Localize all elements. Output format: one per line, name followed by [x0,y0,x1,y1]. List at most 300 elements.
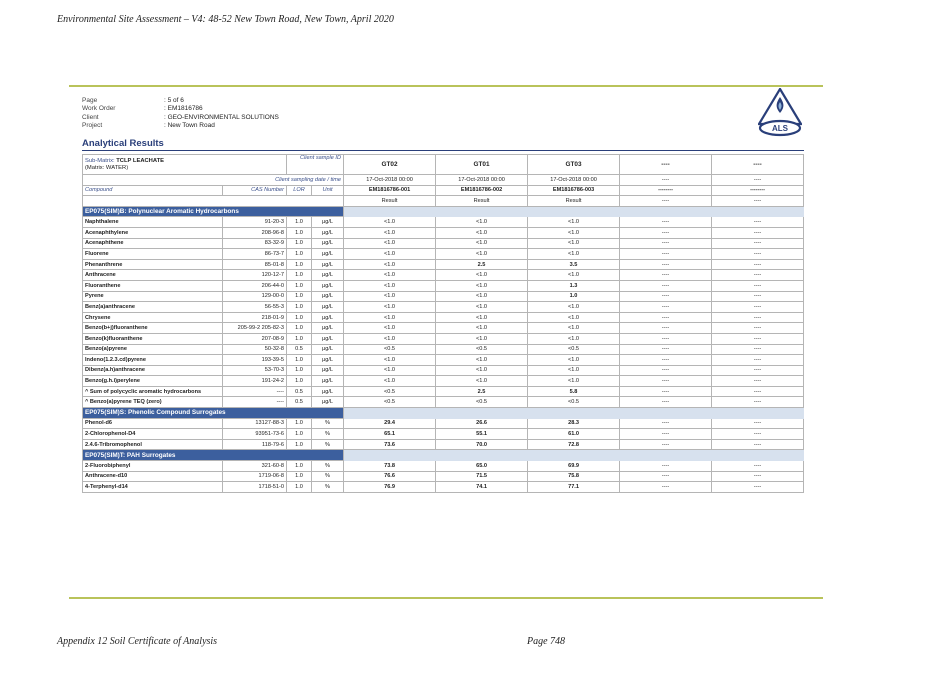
section-fill [344,206,804,217]
cas-number: 1719-06-8 [223,471,287,482]
table-row [83,397,804,408]
title-underline [82,150,804,151]
compound-name: Phenanthrene [83,259,223,270]
result-value: <1.0 [436,280,528,291]
result-label: Result [344,196,436,207]
cas-number: 85-01-8 [223,259,287,270]
result-value: <1.0 [528,355,620,366]
result-value: 29.4 [344,418,436,429]
result-value: 5.8 [528,386,620,397]
result-value: <1.0 [344,376,436,387]
result-value: 1.3 [528,280,620,291]
lor-value: 1.0 [287,429,312,440]
result-value: <1.0 [528,227,620,238]
result-value: <0.5 [344,344,436,355]
footer-rule [69,597,823,599]
sampling-date: 17-Oct-2018 00:00 [528,175,620,186]
meta-row-client [82,114,279,122]
cas-number: 56-55-3 [223,302,287,313]
result-value: <1.0 [436,323,528,334]
cas-number: 50-32-8 [223,344,287,355]
lor-value: 1.0 [287,418,312,429]
sample-id: GT03 [528,155,620,175]
unit-value: µg/L [312,291,344,302]
unit-value: µg/L [312,249,344,260]
result-value: ---- [712,217,804,228]
meta-label: Page [82,97,98,104]
result-value: <1.0 [344,291,436,302]
result-value: ---- [620,365,712,376]
col-cas: CAS Number [223,185,287,196]
result-value: <1.0 [436,227,528,238]
result-value: <1.0 [528,312,620,323]
section-fill [344,450,804,461]
column-header-row [83,185,804,196]
cas-number: 208-96-8 [223,227,287,238]
result-value: ---- [712,365,804,376]
meta-value: : New Town Road [164,122,215,130]
result-value: <1.0 [528,249,620,260]
unit-value: µg/L [312,344,344,355]
compound-name: 2-Fluorobiphenyl [83,461,223,472]
cas-number: 118-79-6 [223,439,287,450]
table-row [83,333,804,344]
client-sample-id-label: Client sample ID [287,155,344,175]
cas-number: ---- [223,397,287,408]
result-value: <1.0 [528,270,620,281]
table-row [83,376,804,387]
table-row [83,280,804,291]
result-value: <0.5 [436,397,528,408]
lor-value: 1.0 [287,365,312,376]
result-value: 73.8 [344,461,436,472]
result-value: 65.0 [436,461,528,472]
unit-value: % [312,471,344,482]
result-value: 70.0 [436,439,528,450]
compound-name: Fluoranthene [83,280,223,291]
cas-number: 191-24-2 [223,376,287,387]
result-label: Result [436,196,528,207]
result-value: ---- [620,238,712,249]
lab-id: EM1816786-002 [436,185,528,196]
unit-value: % [312,439,344,450]
result-value: ---- [712,397,804,408]
table-row [83,439,804,450]
result-value: ---- [620,355,712,366]
result-value: <1.0 [528,365,620,376]
result-value: ---- [712,471,804,482]
result-value: ---- [620,482,712,493]
result-value: <1.0 [528,333,620,344]
sampling-date-row [83,175,804,186]
result-value: <1.0 [528,217,620,228]
result-value: ---- [620,312,712,323]
result-value: ---- [712,227,804,238]
header-rule [69,85,823,87]
lor-value: 1.0 [287,291,312,302]
result-value: ---- [712,439,804,450]
result-value: <1.0 [436,249,528,260]
lor-value: 1.0 [287,461,312,472]
table-row [83,227,804,238]
unit-value: µg/L [312,333,344,344]
cas-number: 1718-51-0 [223,482,287,493]
compound-name: Benzo(b+j)fluoranthene [83,323,223,334]
meta-row-page [82,97,279,105]
result-value: <1.0 [344,355,436,366]
result-value: <1.0 [344,227,436,238]
result-value: ---- [620,471,712,482]
compound-name: Benzo(k)fluoranthene [83,333,223,344]
result-value: 1.0 [528,291,620,302]
lor-value: 1.0 [287,323,312,334]
section-header-row [83,206,804,217]
result-value: ---- [712,355,804,366]
cas-number: 91-20-3 [223,217,287,228]
result-value: <1.0 [344,312,436,323]
cas-number: 120-12-7 [223,270,287,281]
result-value: <0.5 [344,386,436,397]
result-value: ---- [712,482,804,493]
result-value: <1.0 [436,238,528,249]
result-value: ---- [620,259,712,270]
submatrix-cell [83,155,287,175]
table-row [83,259,804,270]
unit-value: µg/L [312,312,344,323]
result-value: ---- [712,461,804,472]
meta-label: Project [82,122,103,130]
cas-number: 83-32-9 [223,238,287,249]
document-header: Environmental Site Assessment – V4: 48-52 New Town Road, New Town, April 2020 [57,14,394,25]
compound-name: Benzo(g.h.i)perylene [83,376,223,387]
submatrix-value: TCLP LEACHATE [116,157,165,164]
section-header-row [83,450,804,461]
compound-name: Acenaphthylene [83,227,223,238]
result-value: ---- [620,249,712,260]
unit-value: µg/L [312,365,344,376]
unit-value: % [312,482,344,493]
lor-value: 1.0 [287,238,312,249]
result-value: ---- [712,333,804,344]
meta-row-project [82,122,279,130]
table-row [83,429,804,440]
result-value: <1.0 [528,376,620,387]
table-row [83,344,804,355]
page-title: Analytical Results [82,138,164,149]
result-value: 71.5 [436,471,528,482]
col-compound: Compound [83,185,223,196]
meta-value: : GEO-ENVIRONMENTAL SOLUTIONS [164,113,279,121]
result-value: 73.6 [344,439,436,450]
result-value: <0.5 [344,397,436,408]
result-value: ---- [712,344,804,355]
compound-name: Naphthalene [83,217,223,228]
cas-number: 218-01-9 [223,312,287,323]
lor-value: 0.5 [287,397,312,408]
sampling-date: ---- [620,175,712,186]
result-label: Result [528,196,620,207]
lor-value: 1.0 [287,439,312,450]
lab-id: EM1816786-001 [344,185,436,196]
section-fill [344,408,804,419]
result-value: ---- [620,376,712,387]
result-value: ---- [620,461,712,472]
sampling-date: ---- [712,175,804,186]
lor-value: 1.0 [287,270,312,281]
result-value: ---- [620,280,712,291]
result-value: ---- [620,227,712,238]
result-value: ---- [620,270,712,281]
compound-name: Anthracene [83,270,223,281]
table-row [83,249,804,260]
lor-value: 1.0 [287,280,312,291]
result-value: <1.0 [436,302,528,313]
table-row [83,461,804,472]
cas-number: ---- [223,386,287,397]
als-logo [758,88,802,138]
result-value: <0.5 [528,344,620,355]
col-unit: Unit [312,185,344,196]
result-value: 65.1 [344,429,436,440]
result-label: ---- [712,196,804,207]
table-row [83,302,804,313]
result-value: ---- [712,238,804,249]
result-value: 28.3 [528,418,620,429]
table-row [83,312,804,323]
result-value: <1.0 [344,238,436,249]
table-row [83,291,804,302]
col-lor: LOR [287,185,312,196]
result-value: ---- [620,397,712,408]
lab-id: -------- [712,185,804,196]
compound-name: Chrysene [83,312,223,323]
compound-name: 4-Terphenyl-d14 [83,482,223,493]
result-value: <1.0 [344,280,436,291]
result-value: <1.0 [344,333,436,344]
cas-number: 193-39-5 [223,355,287,366]
unit-value: µg/L [312,376,344,387]
result-value: 77.1 [528,482,620,493]
compound-name: Benzo(a)pyrene [83,344,223,355]
compound-name: ^ Benzo(a)pyrene TEQ (zero) [83,397,223,408]
result-value: 76.9 [344,482,436,493]
section-title: EP075(SIM)S: Phenolic Compound Surrogates [83,408,344,419]
cas-number: 206-44-0 [223,280,287,291]
compound-name: 2-Chlorophenol-D4 [83,429,223,440]
unit-value: % [312,418,344,429]
lor-value: 1.0 [287,376,312,387]
lor-value: 1.0 [287,227,312,238]
cas-number: 321-60-8 [223,461,287,472]
cas-number: 129-00-0 [223,291,287,302]
compound-name: Fluorene [83,249,223,260]
result-value: ---- [712,312,804,323]
meta-value: : 5 of 6 [164,97,184,104]
result-value: 3.5 [528,259,620,270]
sampling-date: 17-Oct-2018 00:00 [436,175,528,186]
result-value: ---- [620,323,712,334]
result-value: 76.6 [344,471,436,482]
report-meta [82,97,279,131]
sampling-date-label: Client sampling date / time [83,175,344,186]
table-row [83,418,804,429]
result-value: 55.1 [436,429,528,440]
result-value: ---- [620,302,712,313]
compound-name: Anthracene-d10 [83,471,223,482]
cas-number: 207-08-9 [223,333,287,344]
result-value: <1.0 [344,217,436,228]
unit-value: µg/L [312,280,344,291]
section-title: EP075(SIM)B: Polynuclear Aromatic Hydrocarbons [83,206,344,217]
footer-page-number: Page 748 [527,636,566,647]
result-value: <1.0 [528,323,620,334]
result-value: <1.0 [436,333,528,344]
table-row [83,323,804,334]
lor-value: 1.0 [287,333,312,344]
result-value: ---- [620,333,712,344]
result-value: <1.0 [528,302,620,313]
compound-name: 2.4.6-Tribromophenol [83,439,223,450]
table-row [83,386,804,397]
result-value: <0.5 [436,344,528,355]
unit-value: µg/L [312,270,344,281]
result-value: 2.5 [436,386,528,397]
sample-id-row [83,155,804,175]
table-row [83,355,804,366]
cas-number: 205-99-2 205-82-3 [223,323,287,334]
unit-value: % [312,429,344,440]
result-value: ---- [712,323,804,334]
lor-value: 0.5 [287,344,312,355]
lor-value: 1.0 [287,302,312,313]
result-value: ---- [620,386,712,397]
compound-name: Indeno(1.2.3.cd)pyrene [83,355,223,366]
result-value: <1.0 [344,302,436,313]
result-value: ---- [712,291,804,302]
sample-id: GT01 [436,155,528,175]
result-value: ---- [712,249,804,260]
lor-value: 1.0 [287,217,312,228]
result-value: <1.0 [436,217,528,228]
submatrix-key: Sub-Matrix: [85,157,115,164]
result-value: ---- [712,386,804,397]
unit-value: µg/L [312,227,344,238]
compound-name: Acenaphthene [83,238,223,249]
meta-row-work-order [82,105,279,113]
lor-value: 1.0 [287,482,312,493]
sample-id: ---- [712,155,804,175]
result-value: <0.5 [528,397,620,408]
table-row [83,482,804,493]
meta-label: Work Order [82,105,116,113]
result-value: 2.5 [436,259,528,270]
result-value: 74.1 [436,482,528,493]
unit-value: µg/L [312,397,344,408]
result-value: <1.0 [436,355,528,366]
result-value: ---- [620,429,712,440]
lor-value: 1.0 [287,471,312,482]
sampling-date: 17-Oct-2018 00:00 [344,175,436,186]
unit-value: µg/L [312,386,344,397]
table-row [83,238,804,249]
result-value: ---- [712,302,804,313]
unit-value: µg/L [312,355,344,366]
table-row [83,365,804,376]
result-value: ---- [712,259,804,270]
cas-number: 13127-88-3 [223,418,287,429]
footer-appendix: Appendix 12 Soil Certificate of Analysis [57,636,218,647]
section-title: EP075(SIM)T: PAH Surrogates [83,450,344,461]
compound-name: Dibenz(a.h)anthracene [83,365,223,376]
result-label-row [83,196,804,207]
meta-label: Client [82,113,99,121]
sample-id: ---- [620,155,712,175]
unit-value: µg/L [312,259,344,270]
unit-value: µg/L [312,302,344,313]
meta-value: : EM1816786 [164,105,203,113]
result-value: 72.8 [528,439,620,450]
result-value: ---- [620,291,712,302]
result-value: ---- [620,344,712,355]
result-value: 26.6 [436,418,528,429]
unit-value: µg/L [312,323,344,334]
matrix-line: (Matrix: WATER) [85,164,129,171]
section-header-row [83,408,804,419]
result-value: <1.0 [344,259,436,270]
result-value: ---- [620,217,712,228]
result-value: <1.0 [344,270,436,281]
cas-number: 93951-73-6 [223,429,287,440]
result-value: <1.0 [436,312,528,323]
result-value: ---- [712,270,804,281]
lab-id: EM1816786-003 [528,185,620,196]
unit-value: µg/L [312,238,344,249]
result-value: 69.9 [528,461,620,472]
result-value: ---- [620,439,712,450]
table-row [83,471,804,482]
result-value: <1.0 [344,365,436,376]
result-value: <1.0 [344,249,436,260]
result-value: 61.0 [528,429,620,440]
result-value: ---- [712,429,804,440]
logo-text: ALS [772,124,788,133]
lor-value: 0.5 [287,386,312,397]
cas-number: 53-70-3 [223,365,287,376]
cas-number: 86-73-7 [223,249,287,260]
result-value: <1.0 [436,270,528,281]
result-value: 75.8 [528,471,620,482]
result-label: ---- [620,196,712,207]
result-value: ---- [620,418,712,429]
result-value: ---- [712,280,804,291]
result-value: <1.0 [436,365,528,376]
result-value: ---- [712,376,804,387]
unit-value: µg/L [312,217,344,228]
result-value: <1.0 [436,291,528,302]
compound-name: Benz(a)anthracene [83,302,223,313]
result-value: <1.0 [528,238,620,249]
lor-value: 1.0 [287,249,312,260]
unit-value: % [312,461,344,472]
result-value: <1.0 [344,323,436,334]
compound-name: Phenol-d6 [83,418,223,429]
table-row [83,217,804,228]
result-value: <1.0 [436,376,528,387]
result-label-spacer [83,196,344,207]
compound-name: ^ Sum of polycyclic aromatic hydrocarbons [83,386,223,397]
compound-name: Pyrene [83,291,223,302]
lor-value: 1.0 [287,355,312,366]
